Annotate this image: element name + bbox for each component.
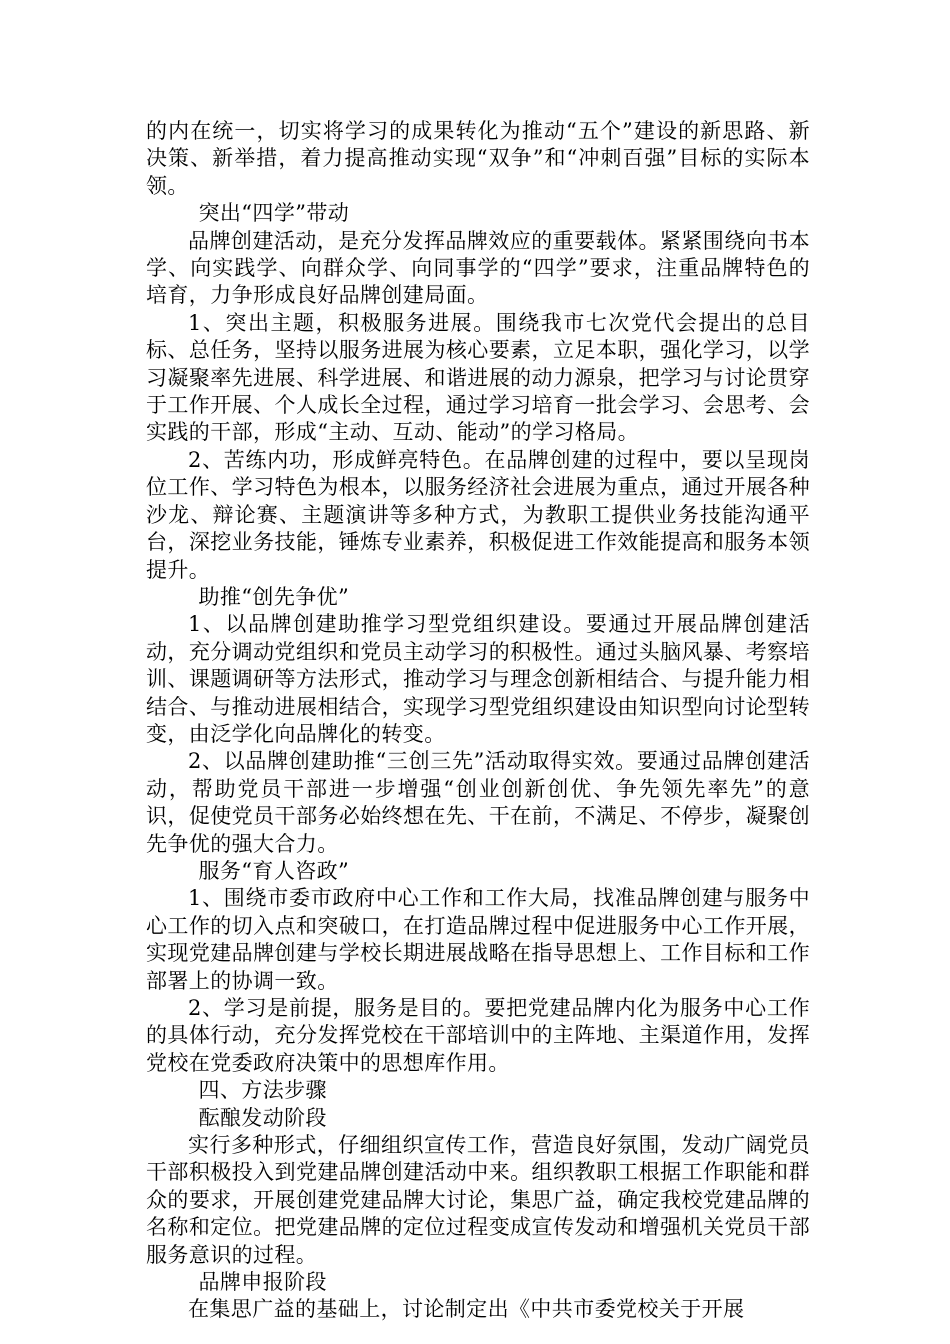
section-heading: 品牌申报阶段 bbox=[198, 1270, 327, 1295]
section-heading: 服务“育人咨政” bbox=[198, 858, 350, 883]
section-heading: 酝酿发动阶段 bbox=[198, 1105, 327, 1130]
paragraph: 2、以品牌创建助推“三创三先”活动取得实效。要通过品牌创建活动，帮助党员干部进一步增强“创业创新创优、争先领先率先”的意识，促使党员干部务必始终想在先、干在前，不满足、不停步，凝聚创先争优的强大合力。 bbox=[146, 749, 810, 856]
paragraph: 1、以品牌创建助推学习型党组织建设。要通过开展品牌创建活动，充分调动党组织和党员主动学习的积极性。通过头脑风暴、考察培训、课题调研等方法形式，推动学习与理念创新相结合、与提升能力相结合、与推动进展相结合，实现学习型党组织建设由知识型向讨论型转变，由泛学化向品牌化的转变。 bbox=[146, 612, 810, 746]
section-heading: 四、方法步骤 bbox=[198, 1078, 327, 1103]
paragraph: 2、学习是前提，服务是目的。要把党建品牌内化为服务中心工作的具体行动，充分发挥党校在干部培训中的主阵地、主渠道作用，发挥党校在党委政府决策中的思想库作用。 bbox=[146, 996, 810, 1075]
paragraph: 1、围绕市委市政府中心工作和工作大局，找准品牌创建与服务中心工作的切入点和突破口，在打造品牌过程中促进服务中心工作开展，实现党建品牌创建与学校长期进展战略在指导思想上、工作目标和工作部署上的协调一致。 bbox=[146, 886, 810, 993]
paragraph: 2、苦练内功，形成鲜亮特色。在品牌创建的过程中，要以呈现岗位工作、学习特色为根本，以服务经济社会进展为重点，通过开展各种沙龙、辩论赛、主题演讲等多种方式，为教职工提供业务技能沟通平台，深挖业务技能，锤炼专业素养，积极促进工作效能提高和服务本领提升。 bbox=[146, 447, 810, 582]
paragraph: 在集思广益的基础上，讨论制定出《中共市委党校关于开展 bbox=[188, 1297, 745, 1322]
section-heading: 突出“四学”带动 bbox=[198, 201, 350, 226]
paragraph: 实行多种形式，仔细组织宣传工作，营造良好氛围，发动广阔党员干部积极投入到党建品牌创建活动中来。组织教职工根据工作职能和群众的要求，开展创建党建品牌大讨论，集思广益，确定我校党建品牌的名称和定位。把党建品牌的定位过程变成宣传发动和增强机关党员干部服务意识的过程。 bbox=[146, 1133, 810, 1267]
paragraph: 的内在统一，切实将学习的成果转化为推动“五个”建设的新思路、新决策、新举措，着力提高推动实现“双争”和“冲刺百强”目标的实际本领。 bbox=[146, 119, 810, 198]
paragraph: 1、突出主题，积极服务进展。围绕我市七次党代会提出的总目标、总任务，坚持以服务进展为核心要素，立足本职，强化学习，以学习凝聚率先进展、科学进展、和谐进展的动力源泉，把学习与讨论贯穿于工作开展、个人成长全过程，通过学习培育一批会学习、会思考、会实践的干部，形成“主动、互动、能动”的学习格局。 bbox=[146, 310, 810, 445]
section-heading: 助推“创先争优” bbox=[198, 584, 350, 609]
paragraph: 品牌创建活动，是充分发挥品牌效应的重要载体。紧紧围绕向书本学、向实践学、向群众学、向同事学的“四学”要求，注重品牌特色的培育，力争形成良好品牌创建局面。 bbox=[146, 228, 810, 308]
document-page bbox=[146, 118, 810, 1324]
